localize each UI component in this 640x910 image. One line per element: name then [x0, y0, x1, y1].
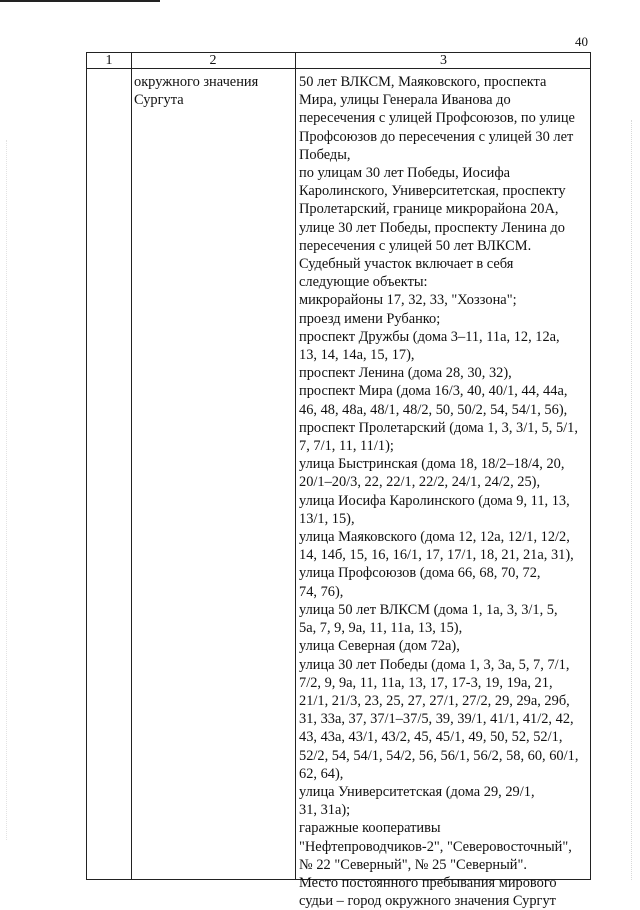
- boundary-text-line: следующие объекты:: [299, 274, 428, 291]
- boundary-text-line: пересечения с улицей 50 лет ВЛКСМ.: [299, 237, 532, 254]
- boundary-text-line: 52/2, 54, 54/1, 54/2, 56, 56/1, 56/2, 58, 60, 60/1,: [299, 747, 579, 764]
- boundary-text-line: Пролетарский, границе микрорайона 20А,: [299, 201, 559, 218]
- boundary-text-line: проспект Ленина (дома 28, 30, 32),: [299, 365, 512, 382]
- boundary-text-line: проспект Пролетарский (дома 1, 3, 3/1, 5, 5/1,: [299, 419, 578, 436]
- boundary-text-line: Профсоюзов до пересечения с улицей 30 лет: [299, 128, 574, 145]
- boundary-text-line: 5а, 7, 9, 9а, 11, 11а, 13, 15),: [299, 620, 463, 637]
- boundary-text-line: улица Северная (дом 72а),: [299, 638, 460, 655]
- boundary-text-line: Победы,: [299, 146, 351, 163]
- header-col-3: 3: [440, 53, 447, 68]
- document-table: [86, 52, 591, 910]
- column-divider-2: [295, 53, 296, 879]
- boundary-text-line: 43, 43а, 43/1, 43/2, 45, 45/1, 49, 50, 52, 52/1,: [299, 729, 563, 746]
- boundary-text-line: 31, 33а, 37, 37/1–37/5, 39, 39/1, 41/1, 41/2, 42,: [299, 711, 574, 728]
- boundary-text-line: 74, 76),: [299, 583, 344, 600]
- boundary-text-line: 50 лет ВЛКСМ, Маяковского, проспекта: [299, 74, 547, 90]
- column-divider-1: [131, 53, 132, 879]
- page-number: 40: [575, 34, 588, 49]
- scan-edge-right: [630, 120, 632, 880]
- header-divider: [87, 68, 590, 69]
- boundary-text-line: улица Быстринская (дома 18, 18/2–18/4, 20,: [299, 456, 565, 473]
- boundary-text-line: Каролинского, Университетская, проспекту: [299, 183, 566, 200]
- boundary-text-line: 13/1, 15),: [299, 510, 355, 527]
- boundary-text-line: улица 30 лет Победы (дома 1, 3, 3а, 5, 7, 7/1,: [299, 656, 570, 673]
- header-col-1: 1: [105, 53, 113, 68]
- boundary-text-line: микрорайоны 17, 32, 33, "Хоззона";: [299, 292, 517, 309]
- boundary-text-line: улица 50 лет ВЛКСМ (дома 1, 1а, 3, 3/1, 5,: [299, 601, 558, 618]
- boundary-text-line: 21/1, 21/3, 23, 25, 27, 27/1, 27/2, 29, 29а, 29б,: [299, 692, 570, 709]
- boundary-text-line: Мира, улицы Генерала Иванова до: [299, 92, 511, 109]
- boundary-text-line: № 22 "Северный", № 25 "Северный".: [299, 856, 527, 873]
- boundary-text-line: 31, 31а);: [299, 802, 351, 819]
- boundary-text-line: 14, 14б, 15, 16, 16/1, 17, 17/1, 18, 21, 21а, 31),: [299, 547, 574, 564]
- scan-edge-left: [6, 140, 8, 840]
- boundary-text-line: улица Профсоюзов (дома 66, 68, 70, 72,: [299, 565, 541, 582]
- boundary-text-line: проспект Дружбы (дома 3–11, 11а, 12, 12а,: [299, 328, 560, 345]
- boundary-text-line: 20/1–20/3, 22, 22/1, 22/2, 24/1, 24/2, 25),: [299, 474, 541, 491]
- boundary-text-line: Место постоянного пребывания мирового: [299, 874, 557, 891]
- boundary-text-line: 13, 14, 14а, 15, 17),: [299, 347, 415, 364]
- boundary-text-line: 46, 48, 48а, 48/1, 48/2, 50, 50/2, 54, 54/1, 56),: [299, 401, 568, 418]
- boundary-text-line: проезд имени Рубанко;: [299, 310, 441, 327]
- boundary-text-line: 7, 7/1, 11, 11/1);: [299, 438, 394, 455]
- header-col-2: 2: [209, 53, 217, 68]
- boundary-text-line: Судебный участок включает в себя: [299, 256, 514, 273]
- boundary-text-line: судьи – город окружного значения Сургут: [299, 893, 556, 910]
- boundary-text-line: проспект Мира (дома 16/3, 40, 40/1, 44, 44а,: [299, 383, 568, 400]
- boundary-text-line: пересечения с улицей Профсоюзов, по улице: [299, 110, 575, 127]
- boundary-text-line: гаражные кооперативы: [299, 820, 441, 837]
- court-name-line: Сургута: [134, 92, 184, 109]
- boundary-text-line: улице 30 лет Победы, проспекту Ленина до: [299, 219, 565, 236]
- district-boundaries-cell: [299, 73, 591, 910]
- boundary-text-line: 62, 64),: [299, 765, 344, 782]
- boundary-text-line: 7/2, 9, 9а, 11, 11а, 13, 17, 17-3, 19, 19а, 21,: [299, 674, 553, 691]
- boundary-text-line: улица Иосифа Каролинского (дома 9, 11, 13,: [299, 492, 570, 509]
- boundary-text-line: улица Университетская (дома 29, 29/1,: [299, 783, 535, 800]
- boundary-text-line: по улицам 30 лет Победы, Иосифа: [299, 165, 511, 182]
- court-district-name-cell: [134, 73, 294, 109]
- top-rule: [0, 0, 160, 2]
- boundary-text-line: улица Маяковского (дома 12, 12а, 12/1, 12/2,: [299, 529, 570, 546]
- court-name-line: окружного значения: [134, 74, 259, 90]
- boundary-text-line: "Нефтепроводчиков-2", "Северовосточный",: [299, 838, 572, 855]
